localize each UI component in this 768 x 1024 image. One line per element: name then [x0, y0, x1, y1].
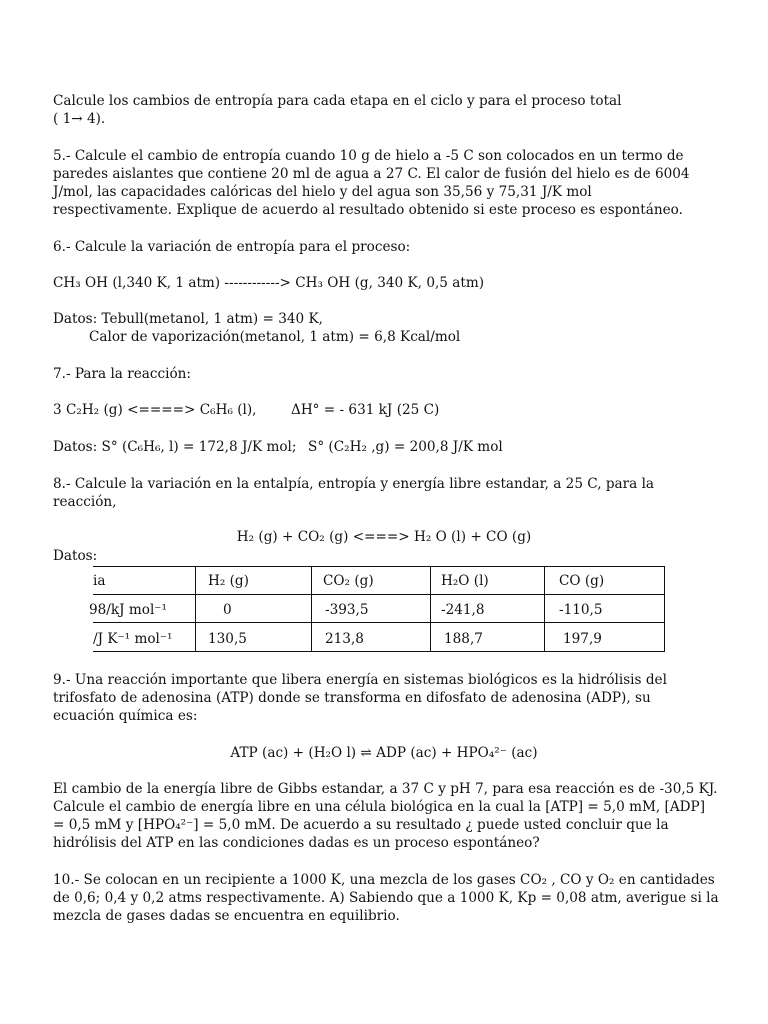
q9-line-3: ecuación química es:	[53, 708, 198, 724]
q8-line-1: 8.- Calcule la variación en la entalpía, entropía y energía libre estandar, a 25 C, para la	[53, 476, 655, 492]
q7-title: 7.- Para la reacción:	[53, 366, 191, 382]
q6-title: 6.- Calcule la variación de entropía para el proceso:	[53, 239, 411, 255]
table-cell: -110,5	[559, 602, 603, 618]
q5-line-3: J/mol, las capacidades calóricas del hielo y del agua son 35,56 y 75,31 J/K mol	[53, 184, 592, 200]
table-col-divider	[195, 566, 196, 652]
q10-line-3: mezcla de gases dadas se encuentra en equilibrio.	[53, 908, 400, 924]
q9-equation: ATP (ac) + (H₂O l) ⇌ ADP (ac) + HPO₄²⁻ (ac)	[230, 745, 538, 761]
table-cell: 213,8	[325, 631, 364, 647]
intro-line-2: ( 1→ 4).	[53, 111, 106, 127]
q5-line-1: 5.- Calcule el cambio de entropía cuando 10 g de hielo a -5 C son colocados en un termo de	[53, 148, 684, 164]
table-cell: 130,5	[208, 631, 247, 647]
table-cell: -241,8	[441, 602, 485, 618]
table-cell: -393,5	[325, 602, 369, 618]
q8-equation: H₂ (g) + CO₂ (g) <===> H₂ O (l) + CO (g)	[236, 529, 532, 545]
q6-equation: CH₃ OH (l,340 K, 1 atm) ------------> CH₃ OH (g, 340 K, 0,5 atm)	[53, 275, 485, 291]
q7-equation: 3 C₂H₂ (g) <====> C₆H₆ (l),	[53, 402, 257, 418]
table-row-label: /J K⁻¹ mol⁻¹	[93, 631, 173, 647]
table-header-cell: CO (g)	[559, 573, 605, 589]
table-cell: 188,7	[444, 631, 483, 647]
table-header-cell: ia	[93, 573, 106, 589]
q10-line-1: 10.- Se colocan en un recipiente a 1000 K, una mezcla de los gases CO₂ , CO y O₂ en cantidades	[53, 872, 715, 888]
table-cell: 0	[223, 602, 232, 618]
q9-line-7: hidrólisis del ATP en las condiciones dadas es un proceso espontáneo?	[53, 835, 540, 851]
thermo-data-table	[53, 566, 665, 652]
table-col-divider	[311, 566, 312, 652]
table-col-divider	[430, 566, 431, 652]
table-row-divider	[93, 622, 665, 623]
q7-enthalpy: ΔH° = - 631 kJ (25 C)	[291, 402, 440, 418]
q8-datos-label: Datos:	[53, 548, 98, 564]
table-header-cell: CO₂ (g)	[323, 573, 374, 589]
q10-line-2: de 0,6; 0,4 y 0,2 atms respectivamente. A) Sabiendo que a 1000 K, Kp = 0,08 atm, averigue si la	[53, 890, 719, 906]
q6-data-line-1: Datos: Tebull(metanol, 1 atm) = 340 K,	[53, 311, 323, 327]
q5-line-4: respectivamente. Explique de acuerdo al resultado obtenido si este proceso es espontáneo.	[53, 202, 683, 218]
table-cell: 197,9	[563, 631, 602, 647]
table-header-cell: H₂O (l)	[441, 573, 489, 589]
q9-line-6: = 0,5 mM y [HPO₄²⁻] = 5,0 mM. De acuerdo a su resultado ¿ puede usted concluir que la	[53, 817, 669, 833]
q5-line-2: paredes aislantes que contiene 20 ml de agua a 27 C. El calor de fusión del hielo es de 6004	[53, 166, 690, 182]
table-row-label: 98/kJ mol⁻¹	[89, 602, 167, 618]
intro-line-1: Calcule los cambios de entropía para cada etapa en el ciclo y para el proceso total	[53, 93, 622, 109]
q8-line-2: reacción,	[53, 494, 117, 510]
q9-line-2: trifosfato de adenosina (ATP) donde se transforma en difosfato de adenosina (ADP), su	[53, 690, 651, 706]
table-col-divider	[544, 566, 545, 652]
table-row-divider	[93, 594, 665, 595]
q9-line-5: Calcule el cambio de energía libre en una célula biológica en la cual la [ATP] = 5,0 mM, [ADP]	[53, 799, 705, 815]
q9-line-1: 9.- Una reacción importante que libera energía en sistemas biológicos es la hidrólisis del	[53, 672, 667, 688]
q6-data-line-2: Calor de vaporización(metanol, 1 atm) = 6,8 Kcal/mol	[89, 329, 461, 345]
q7-data-2: S° (C₂H₂ ,g) = 200,8 J/K mol	[308, 439, 503, 455]
q7-data: Datos: S° (C₆H₆, l) = 172,8 J/K mol;	[53, 439, 297, 455]
q9-line-4: El cambio de la energía libre de Gibbs estandar, a 37 C y pH 7, para esa reacción es de -30,5 KJ.	[53, 781, 718, 797]
table-header-cell: H₂ (g)	[208, 573, 249, 589]
